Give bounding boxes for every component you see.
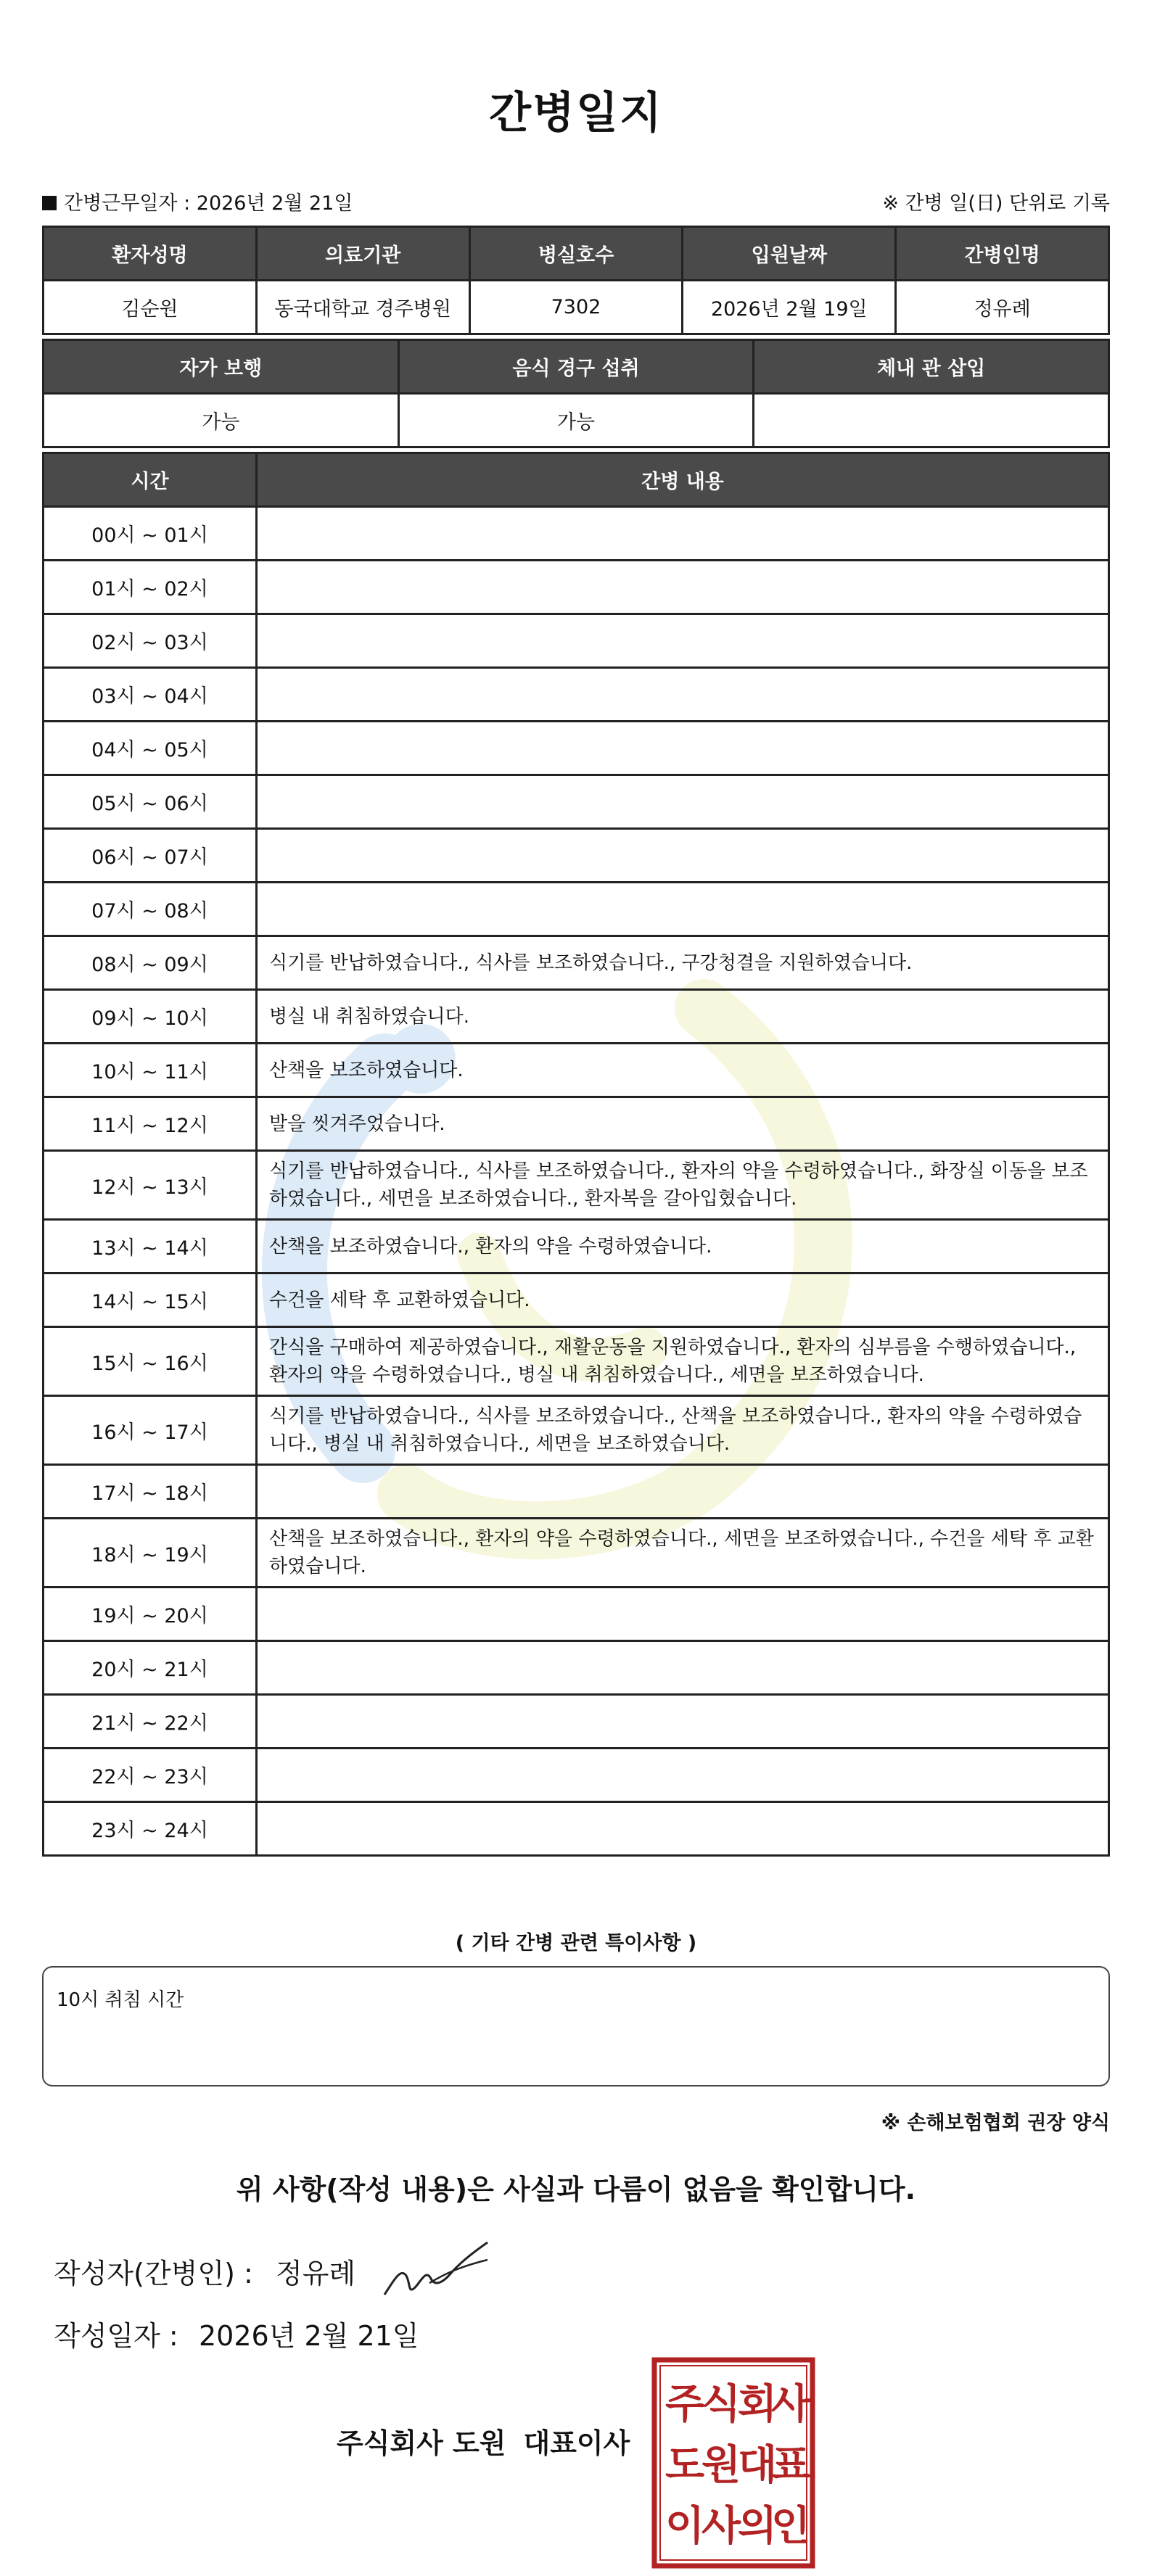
table-row <box>44 1044 1109 1097</box>
care-content <box>257 614 1109 668</box>
time-slot: 13시 ~ 14시 <box>44 1220 257 1273</box>
care-content: 산책을 보조하였습니다., 환자의 약을 수령하였습니다., 세면을 보조하였습니다., 수건을 세탁 후 교환하였습니다. <box>257 1519 1109 1588</box>
time-slot: 12시 ~ 13시 <box>44 1151 257 1220</box>
care-content: 병실 내 취침하였습니다. <box>257 990 1109 1044</box>
table-row <box>44 1749 1109 1802</box>
care-content: 간식을 구매하여 제공하였습니다., 재활운동을 지원하였습니다., 환자의 심부름을 수행하였습니다., 환자의 약을 수령하였습니다., 병실 내 취침하였습니다., 세면을 보조하였습니다. <box>257 1327 1109 1396</box>
time-slot: 01시 ~ 02시 <box>44 561 257 614</box>
care-content <box>257 1802 1109 1856</box>
table-row <box>44 936 1109 990</box>
patient-status-table <box>42 339 1110 448</box>
time-slot: 03시 ~ 04시 <box>44 668 257 722</box>
work-date: 간병근무일자 : 2026년 2월 21일 <box>42 187 353 215</box>
oral-intake-status: 가능 <box>398 394 754 447</box>
table-header: 의료기관 <box>256 227 469 281</box>
care-log-table <box>42 452 1110 1857</box>
svg-text:원: 원 <box>701 2442 741 2489</box>
table-row <box>44 1641 1109 1695</box>
table-row <box>44 1396 1109 1465</box>
svg-text:사: 사 <box>701 2503 741 2550</box>
written-date-label: 작성일자 : <box>54 2320 178 2352</box>
walking-status: 가능 <box>44 394 399 447</box>
etc-title: ( 기타 간병 관련 특이사항 ) <box>455 1932 697 1954</box>
care-content <box>257 775 1109 829</box>
time-slot: 14시 ~ 15시 <box>44 1273 257 1327</box>
svg-text:주: 주 <box>665 2381 705 2428</box>
table-header: 음식 경구 섭취 <box>398 340 754 394</box>
svg-text:이: 이 <box>665 2503 705 2550</box>
time-slot: 23시 ~ 24시 <box>44 1802 257 1856</box>
table-header: 환자성명 <box>44 227 257 281</box>
patient-info-table <box>42 226 1110 335</box>
care-content: 식기를 반납하였습니다., 식사를 보조하였습니다., 산책을 보조하였습니다., 환자의 약을 수령하였습니다., 병실 내 취침하였습니다., 세면을 보조하였습니다. <box>257 1396 1109 1465</box>
time-slot: 00시 ~ 01시 <box>44 507 257 561</box>
table-header-content: 간병 내용 <box>257 453 1109 507</box>
time-slot: 11시 ~ 12시 <box>44 1097 257 1151</box>
table-row <box>44 1273 1109 1327</box>
table-row <box>44 1695 1109 1749</box>
table-row <box>44 1097 1109 1151</box>
svg-text:식: 식 <box>701 2381 741 2428</box>
time-slot: 08시 ~ 09시 <box>44 936 257 990</box>
care-content <box>257 561 1109 614</box>
care-content <box>257 829 1109 883</box>
room-number: 7302 <box>469 281 683 334</box>
company-name: 주식회사 도원 <box>337 2427 506 2459</box>
table-row <box>44 1588 1109 1641</box>
care-content: 발을 씻겨주었습니다. <box>257 1097 1109 1151</box>
svg-text:대: 대 <box>737 2442 778 2489</box>
care-content <box>257 1588 1109 1641</box>
recommend-note: ※ 손해보험협회 권장 양식 <box>881 2112 1110 2134</box>
table-row <box>44 775 1109 829</box>
table-row <box>44 1151 1109 1220</box>
care-content <box>257 1749 1109 1802</box>
care-content: 수건을 세탁 후 교환하였습니다. <box>257 1273 1109 1327</box>
time-slot: 05시 ~ 06시 <box>44 775 257 829</box>
time-slot: 21시 ~ 22시 <box>44 1695 257 1749</box>
page-title: 간병일지 <box>489 88 663 139</box>
tube-insertion-status <box>754 394 1109 447</box>
care-content <box>257 883 1109 936</box>
table-row <box>44 1465 1109 1519</box>
work-date-value: 2026년 2월 21일 <box>196 192 353 215</box>
time-slot: 07시 ~ 08시 <box>44 883 257 936</box>
table-row <box>44 1519 1109 1588</box>
written-date-value: 2026년 2월 21일 <box>199 2320 419 2352</box>
table-header-time: 시간 <box>44 453 257 507</box>
time-slot: 10시 ~ 11시 <box>44 1044 257 1097</box>
table-row <box>44 614 1109 668</box>
table-row <box>44 1327 1109 1396</box>
time-slot: 22시 ~ 23시 <box>44 1749 257 1802</box>
confirmation-statement: 위 사항(작성 내용)은 사실과 다름이 없음을 확인합니다. <box>236 2174 916 2205</box>
patient-name: 김순원 <box>44 281 257 334</box>
table-header: 간병인명 <box>896 227 1109 281</box>
admission-date: 2026년 2월 19일 <box>683 281 896 334</box>
care-content <box>257 1695 1109 1749</box>
care-content: 산책을 보조하였습니다., 환자의 약을 수령하였습니다. <box>257 1220 1109 1273</box>
care-content <box>257 1641 1109 1695</box>
writer-name: 정유례 <box>276 2258 356 2290</box>
square-bullet-icon <box>42 196 57 210</box>
time-slot: 19시 ~ 20시 <box>44 1588 257 1641</box>
company-representative: 대표이사 <box>523 2427 630 2459</box>
time-slot: 18시 ~ 19시 <box>44 1519 257 1588</box>
svg-text:회: 회 <box>737 2381 778 2428</box>
writer-label: 작성자(간병인) : <box>54 2258 253 2290</box>
table-header: 자가 보행 <box>44 340 399 394</box>
care-content <box>257 668 1109 722</box>
svg-text:표: 표 <box>770 2442 811 2489</box>
svg-text:인: 인 <box>770 2503 811 2550</box>
svg-text:의: 의 <box>737 2503 778 2550</box>
table-row <box>44 668 1109 722</box>
etc-notes-box: 10시 취침 시간 <box>42 1966 1110 2086</box>
table-header: 병실호수 <box>469 227 683 281</box>
signature-icon <box>379 2238 495 2303</box>
time-slot: 04시 ~ 05시 <box>44 722 257 775</box>
time-slot: 20시 ~ 21시 <box>44 1641 257 1695</box>
company-seal <box>651 2357 815 2569</box>
table-row <box>44 507 1109 561</box>
svg-text:도: 도 <box>665 2442 705 2489</box>
table-header: 체내 관 삽입 <box>754 340 1109 394</box>
care-content: 식기를 반납하였습니다., 식사를 보조하였습니다., 환자의 약을 수령하였습니다., 화장실 이동을 보조하였습니다., 세면을 보조하였습니다., 환자복을 갈아입혔습니다. <box>257 1151 1109 1220</box>
work-date-label: 간병근무일자 <box>64 192 178 215</box>
time-slot: 02시 ~ 03시 <box>44 614 257 668</box>
table-row <box>44 829 1109 883</box>
time-slot: 16시 ~ 17시 <box>44 1396 257 1465</box>
time-slot: 17시 ~ 18시 <box>44 1465 257 1519</box>
time-slot: 15시 ~ 16시 <box>44 1327 257 1396</box>
table-row <box>44 883 1109 936</box>
table-row <box>44 1220 1109 1273</box>
table-row <box>44 1802 1109 1856</box>
care-content: 식기를 반납하였습니다., 식사를 보조하였습니다., 구강청결을 지원하였습니다. <box>257 936 1109 990</box>
table-row <box>44 561 1109 614</box>
daily-note: ※ 간병 일(日) 단위로 기록 <box>882 192 1110 215</box>
care-content <box>257 722 1109 775</box>
care-content <box>257 1465 1109 1519</box>
care-content: 산책을 보조하였습니다. <box>257 1044 1109 1097</box>
care-content <box>257 507 1109 561</box>
svg-text:사: 사 <box>770 2381 811 2428</box>
table-row <box>44 722 1109 775</box>
company-signature <box>337 2421 630 2461</box>
table-header: 입원날짜 <box>683 227 896 281</box>
table-row <box>44 990 1109 1044</box>
time-slot: 09시 ~ 10시 <box>44 990 257 1044</box>
time-slot: 06시 ~ 07시 <box>44 829 257 883</box>
caregiver-name: 정유례 <box>896 281 1109 334</box>
hospital-name: 동국대학교 경주병원 <box>256 281 469 334</box>
